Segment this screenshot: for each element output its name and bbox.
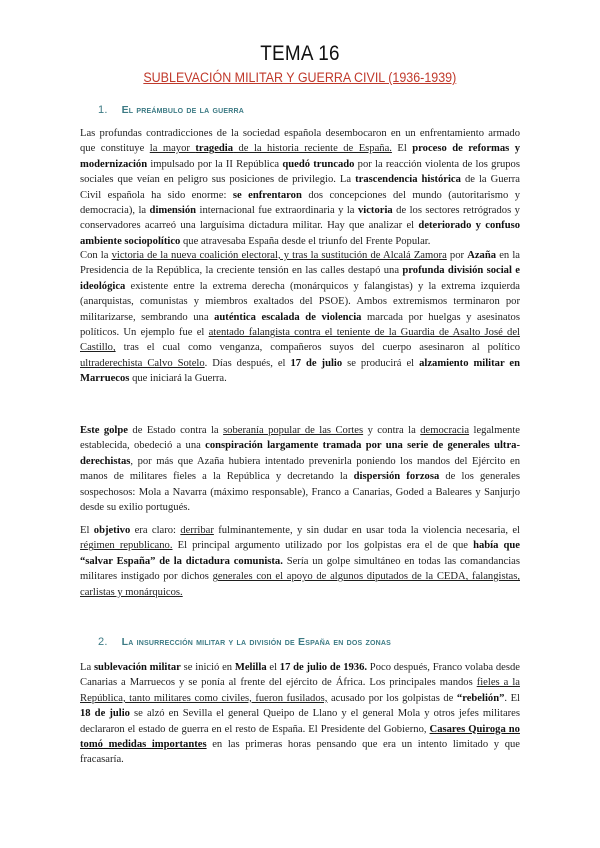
paragraph-1	[80, 126, 520, 249]
text-run: “rebelión”	[456, 692, 505, 704]
text-run: se inició en	[180, 662, 235, 673]
text-run: 17 de julio	[290, 357, 343, 369]
text-run: de la historia reciente de España.	[233, 143, 392, 155]
text-run: de Estado contra la	[127, 425, 224, 436]
text-run: había que “salvar España” de la dictadura comunista.	[80, 540, 520, 567]
text-run: El	[80, 525, 94, 536]
text-run: se enfrentaron	[232, 189, 302, 201]
page-title: TEMA 16	[260, 42, 340, 65]
text-run: por la reacción violenta de los grupos sociales que veían en peligro sus posiciones de privilegio. La	[80, 158, 520, 186]
text-run: generales con el apoyo de algunos diputados de la CEDA, falangistas, carlistas y monárquicos.	[80, 571, 520, 598]
subtitle-text: SUBLEVACIÓN MILITAR Y GUERRA CIVIL (1936-1939)	[143, 70, 457, 86]
text-run: de la Guerra Civil española ha sido enorme:	[80, 174, 521, 201]
text-run: trascendencia histórica	[355, 174, 461, 186]
text-run: Con la	[80, 250, 112, 261]
text-run: democracia	[420, 425, 470, 436]
text-run: 18 de julio	[80, 708, 130, 720]
text-run: era claro:	[130, 525, 181, 536]
text-run: 17 de julio de 1936.	[279, 662, 368, 673]
section-title: La insurrección militar y la división de España en dos zonas	[121, 636, 391, 648]
text-run: El	[391, 143, 413, 155]
text-run: quedó truncado	[282, 158, 355, 170]
paragraph-5	[80, 660, 520, 768]
text-run: auténtica escalada de violencia	[214, 311, 362, 323]
text-run: Sería un golpe simultáneo en todas las comandancias militares instigado por dichos	[80, 555, 520, 583]
text-run: se alzó en Sevilla el general Queipo de Llano y el general Mola y otros jefes militares declararon el estado de guerra en el resto de España. El Presidente del Gobierno,	[80, 708, 521, 735]
text-run: objetivo	[93, 525, 131, 536]
paragraph-3	[80, 423, 520, 515]
text-run: tras el cual como venganza, compañeros suyos del cuerpo asesinaron al político	[115, 342, 520, 354]
text-run: internacional fue extraordinaria y la	[196, 205, 358, 217]
text-run: sublevación militar	[93, 662, 181, 673]
paragraph-2	[80, 248, 520, 387]
text-run: Poco después, Franco volaba desde Canarias a Marruecos y se ponía al frente del ejército de África. Los principales mandos	[80, 662, 520, 689]
section-title: El preámbulo de la guerra	[121, 104, 245, 116]
text-run: tragedia	[195, 143, 234, 155]
text-run: atentado falangista contra el teniente de la Guardia de Asalto José del Castillo,	[80, 327, 520, 354]
text-run: El principal argumento utilizado por los golpistas era el de que	[172, 540, 474, 552]
section-number: 2.	[98, 636, 108, 648]
text-run: dimensión	[149, 205, 197, 217]
page-subtitle	[0, 70, 600, 86]
paragraph-4	[80, 523, 520, 600]
text-run: Este golpe	[80, 425, 128, 436]
text-run: fieles a la República, tanto militares como civiles, fueron fusilados,	[80, 677, 520, 704]
text-run: que atravesaba España desde el triunfo del Frente Popular.	[180, 235, 431, 247]
text-run: conspiración largamente tramada por una serie de generales ultra-derechistas	[80, 440, 520, 467]
text-run: Melilla	[234, 662, 267, 673]
text-run: régimen republicano.	[80, 540, 173, 552]
text-run: proceso de reformas y modernización	[80, 143, 521, 170]
text-run: dos concepciones del mundo (autoritarismo y democracia), la	[80, 189, 520, 217]
text-run: legalmente establecida, obedeció a una	[80, 425, 520, 452]
text-run: derribar	[180, 525, 214, 536]
text-run: de los generales sospechosos: Mola a Navarra (máximo responsable), Franco a Canarias, Goded a Baleares y Sanjurjo desde su exilio portugués.	[80, 471, 520, 514]
text-run: . El	[504, 692, 520, 704]
text-run: deteriorado y confuso ambiente sociopolítico	[80, 220, 521, 247]
text-run: fulminantemente, y sin dudar en usar toda la violencia necesaria, el	[213, 525, 520, 536]
text-run: de los sectores retrógrados y conservadores acarreó una larguísima dictadura militar. Hay que analizar el	[80, 205, 520, 232]
text-run: en la Presidencia de la República, la creciente tensión en las calles destapó una	[80, 250, 520, 277]
text-run: y contra la	[363, 425, 421, 436]
text-run: ultraderechista Calvo Sotelo	[80, 357, 205, 369]
text-run: existente entre la extrema derecha (monárquicos y falangistas) y la extrema izquierda (anarquistas, comunistas y miembros exaltados del PSOE). Ambos extremismos terminaron por militarizarse, sembrando una	[80, 280, 520, 323]
text-run: la mayor	[149, 143, 196, 155]
text-run: soberanía popular de las Cortes	[223, 425, 364, 436]
text-run: por	[446, 250, 468, 261]
text-run: . Días después, el	[204, 357, 291, 369]
text-run: marcada por huelgas y asesinatos políticos. Un ejemplo fue el	[80, 311, 520, 339]
text-run: victoria de la nueva coalición electoral, y tras la sustitución de Alcalá Zamora	[111, 250, 447, 261]
text-run: se producirá el	[342, 357, 420, 369]
text-run: en las primeras horas pensando que era un intento limitado y que fracasaría.	[80, 739, 520, 766]
text-run: alzamiento militar en Marruecos	[80, 357, 521, 385]
text-run: impulsado por la II República	[147, 158, 283, 170]
section-heading-1	[98, 104, 244, 116]
section-heading-2	[98, 636, 391, 648]
text-run: Casares Quiroga no tomó medidas importantes	[80, 723, 520, 751]
text-run: acusado por los golpistas de	[327, 692, 457, 704]
text-run: victoria	[357, 205, 393, 217]
text-run: dispersión forzosa	[353, 471, 440, 483]
text-run: , por más que Azaña hubiera intentado prevenirla poniendo los mandos del Ejército en manos de militares fieles a la República y decretando la	[80, 455, 520, 483]
text-run: La	[80, 662, 94, 673]
text-run: Azaña	[467, 250, 497, 261]
section-number: 1.	[98, 104, 108, 116]
text-run: Las profundas contradicciones de la sociedad española desembocaron en un enfrentamiento armado que constituye	[80, 128, 520, 155]
text-run: que iniciará la Guerra.	[129, 373, 227, 385]
text-run: profunda división social e ideológica	[80, 265, 520, 292]
text-run: el	[266, 662, 280, 673]
